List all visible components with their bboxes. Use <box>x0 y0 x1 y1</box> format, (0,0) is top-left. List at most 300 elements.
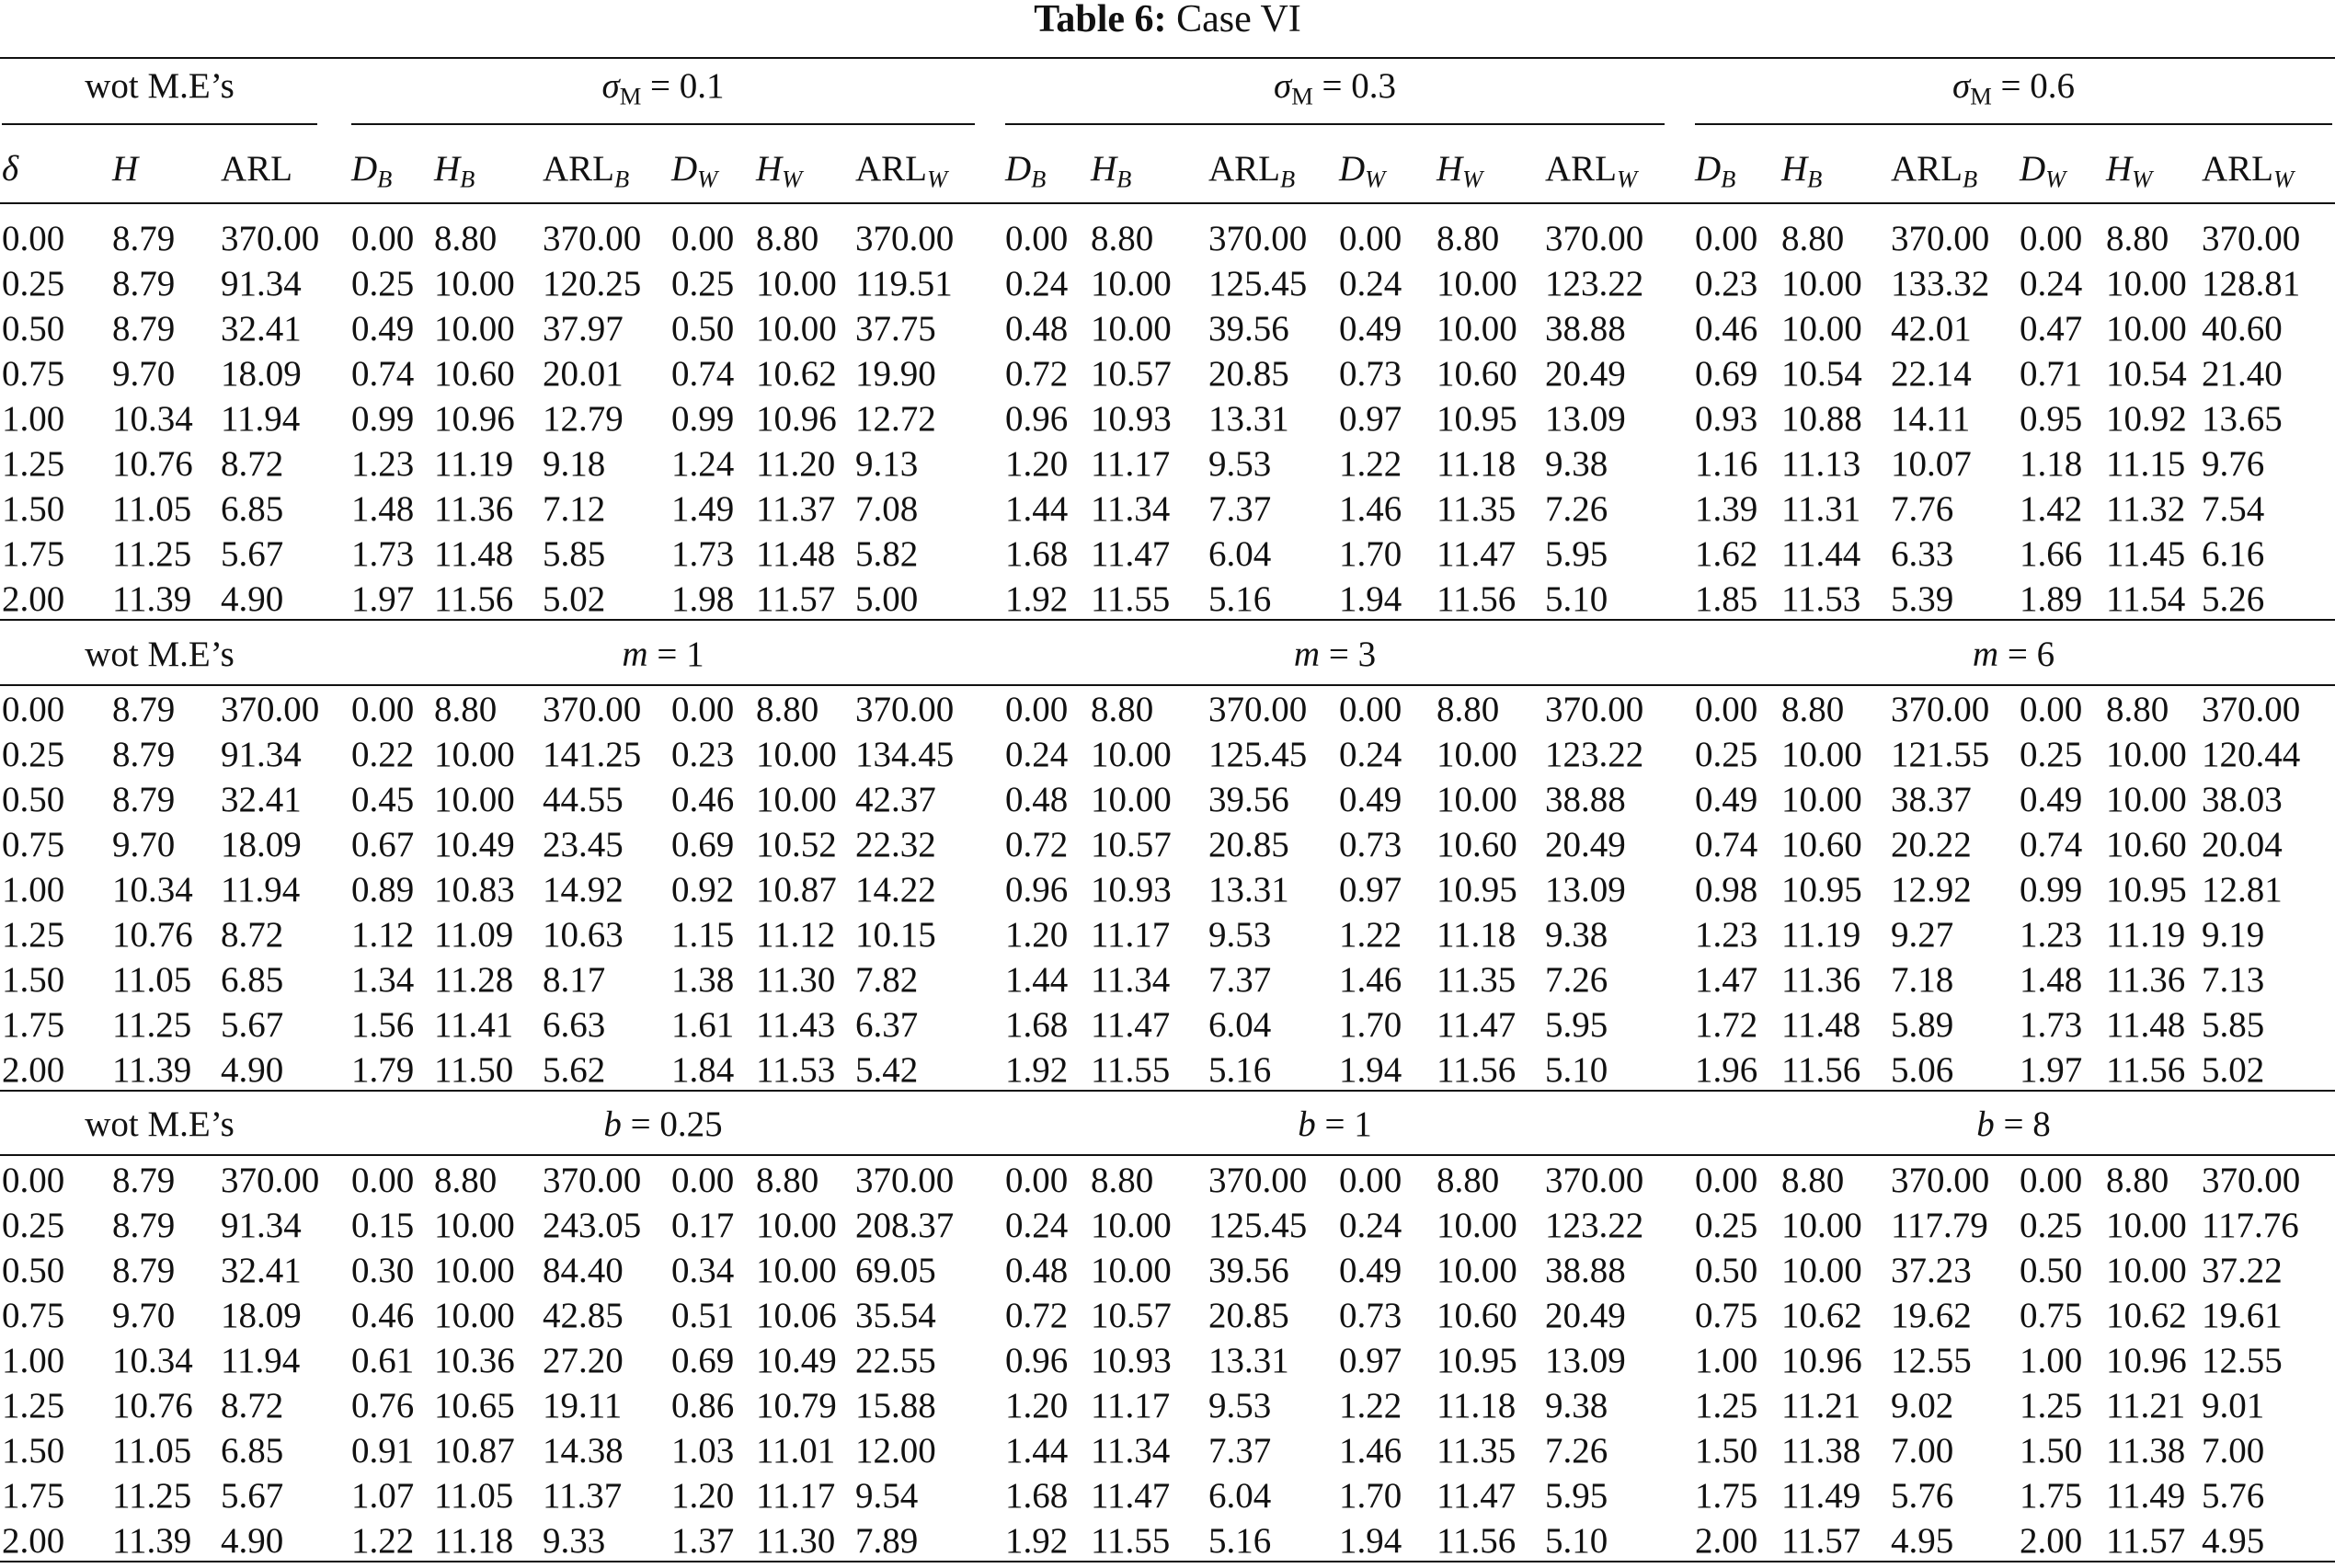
section-rule <box>0 619 2335 621</box>
table-cell: 13.31 <box>1208 870 1289 910</box>
col-header-g2-3 <box>1339 147 1385 191</box>
table-cell: 0.73 <box>1339 354 1402 394</box>
table-cell: 0.23 <box>671 735 735 774</box>
table-cell: 8.79 <box>112 309 176 349</box>
group-value: = 6 <box>1998 635 2055 674</box>
table-cell: 23.45 <box>543 825 624 864</box>
table-cell: 11.47 <box>1436 1476 1517 1516</box>
table-cell: 4.90 <box>221 1521 284 1561</box>
table-cell: 11.30 <box>756 1521 836 1561</box>
table-cell: 2.00 <box>1695 1521 1758 1561</box>
table-cell: 0.00 <box>2 1161 65 1200</box>
table-cell: 1.24 <box>671 444 735 484</box>
table-cell: 0.22 <box>351 735 415 774</box>
table-cell: 10.83 <box>434 870 515 910</box>
group-subscript: M <box>1970 82 1992 110</box>
table-cell: 42.37 <box>855 780 936 819</box>
table-cell: 12.79 <box>543 399 624 439</box>
table-cell: 0.25 <box>1695 735 1758 774</box>
table-cell: 5.39 <box>1891 579 1954 619</box>
table-cell: 0.00 <box>1339 690 1402 729</box>
section-rule <box>0 1090 2335 1092</box>
col-header-subscript: W <box>1365 165 1386 193</box>
table-cell: 1.97 <box>2020 1050 2083 1090</box>
table-cell: 0.49 <box>1339 780 1402 819</box>
table-cell: 37.75 <box>855 309 936 349</box>
table-cell: 5.02 <box>2202 1050 2265 1090</box>
table-cell: 125.45 <box>1208 1206 1308 1245</box>
table-cell: 20.49 <box>1545 1296 1626 1335</box>
col-header-g1-1 <box>434 147 475 191</box>
table-cell: 0.25 <box>351 264 415 303</box>
table-cell: 10.34 <box>112 870 193 910</box>
table-cell: 10.00 <box>1781 309 1862 349</box>
table-cell: 5.67 <box>221 1476 284 1516</box>
col-header-subscript: W <box>1462 165 1483 193</box>
table-cell: 5.95 <box>1545 534 1608 574</box>
table-cell: 1.72 <box>1695 1005 1758 1045</box>
table-cell: 370.00 <box>1891 1161 1990 1200</box>
table-cell: 84.40 <box>543 1251 624 1290</box>
table-cell: 11.47 <box>1436 534 1517 574</box>
table-cell: 1.18 <box>2020 444 2083 484</box>
table-cell: 0.50 <box>2 780 65 819</box>
col-header-g3-1 <box>1781 147 1822 191</box>
table-cell: 11.94 <box>221 870 301 910</box>
table-cell: 8.80 <box>1781 690 1845 729</box>
table-cell: 370.00 <box>1208 219 1308 258</box>
table-cell: 134.45 <box>855 735 955 774</box>
table-cell: 0.50 <box>1695 1251 1758 1290</box>
table-cell: 0.92 <box>671 870 735 910</box>
table-cell: 2.00 <box>2020 1521 2083 1561</box>
table-cell: 1.50 <box>2 489 65 529</box>
table-cell: 0.73 <box>1339 1296 1402 1335</box>
table-cell: 0.00 <box>2020 690 2083 729</box>
table-cell: 11.55 <box>1091 579 1171 619</box>
table-cell: 10.76 <box>112 915 193 955</box>
table-cell: 0.49 <box>2020 780 2083 819</box>
table-cell: 1.46 <box>1339 1431 1402 1471</box>
group-value: = 0.1 <box>641 66 725 106</box>
table-cell: 1.84 <box>671 1050 735 1090</box>
table-cell: 11.48 <box>1781 1005 1861 1045</box>
table-cell: 120.25 <box>543 264 642 303</box>
table-cell: 0.24 <box>1005 735 1069 774</box>
table-cell: 11.45 <box>2106 534 2186 574</box>
table-cell: 11.30 <box>756 960 836 1000</box>
table-cell: 9.38 <box>1545 444 1608 484</box>
table-cell: 1.00 <box>2 399 65 439</box>
table-cell: 4.95 <box>2202 1521 2265 1561</box>
table-cell: 0.00 <box>1005 690 1069 729</box>
table-cell: 37.97 <box>543 309 624 349</box>
group-subscript: M <box>619 82 642 110</box>
col-header-main: ARL <box>1891 149 1963 189</box>
table-cell: 117.79 <box>1891 1206 1988 1245</box>
table-cell: 10.60 <box>1436 1296 1517 1335</box>
table-cell: 370.00 <box>855 1161 955 1200</box>
table-cell: 10.00 <box>434 264 515 303</box>
table-cell: 0.00 <box>1695 219 1758 258</box>
col-header-g2-5 <box>1545 147 1637 191</box>
table-cell: 91.34 <box>221 264 302 303</box>
table-cell: 8.80 <box>1091 690 1154 729</box>
table-cell: 370.00 <box>1891 219 1990 258</box>
col-header-subscript: B <box>1280 165 1296 193</box>
table-cell: 11.25 <box>112 1476 192 1516</box>
table-cell: 13.31 <box>1208 399 1289 439</box>
table-cell: 1.68 <box>1005 1476 1069 1516</box>
table-cell: 0.61 <box>351 1341 415 1380</box>
table-cell: 15.88 <box>855 1386 936 1425</box>
table-cell: 20.85 <box>1208 825 1289 864</box>
table-cell: 10.49 <box>756 1341 837 1380</box>
table-cell: 0.50 <box>2 1251 65 1290</box>
table-cell: 11.38 <box>1781 1431 1861 1471</box>
table-cell: 11.56 <box>434 579 514 619</box>
section-base-label: wot M.E’s <box>85 66 235 106</box>
table-cell: 1.00 <box>2 1341 65 1380</box>
table-cell: 370.00 <box>2202 219 2301 258</box>
table-cell: 11.20 <box>756 444 836 484</box>
table-cell: 10.54 <box>1781 354 1862 394</box>
table-cell: 11.55 <box>1091 1521 1171 1561</box>
table-cell: 1.75 <box>2020 1476 2083 1516</box>
table-cell: 6.16 <box>2202 534 2265 574</box>
table-cell: 10.00 <box>2106 735 2187 774</box>
table-cell: 10.65 <box>434 1386 515 1425</box>
table-cell: 11.36 <box>434 489 514 529</box>
table-cell: 9.38 <box>1545 915 1608 955</box>
table-cell: 5.89 <box>1891 1005 1954 1045</box>
bottom-rule <box>0 1561 2335 1562</box>
table-cell: 10.15 <box>855 915 936 955</box>
table-cell: 0.00 <box>2020 1161 2083 1200</box>
table-cell: 10.00 <box>756 1251 837 1290</box>
table-cell: 370.00 <box>221 690 320 729</box>
section-base-label: wot M.E’s <box>85 635 235 674</box>
group-value: = 1 <box>1315 1104 1372 1144</box>
table-cell: 0.46 <box>1695 309 1758 349</box>
table-cell: 10.00 <box>2106 1206 2187 1245</box>
group-symbol: m <box>1972 635 1999 674</box>
table-cell: 2.00 <box>2 579 65 619</box>
table-cell: 9.18 <box>543 444 606 484</box>
table-cell: 1.25 <box>2 1386 65 1425</box>
col-header-main: H <box>1436 149 1463 189</box>
table-cell: 1.94 <box>1339 579 1402 619</box>
table-cell: 10.00 <box>434 1206 515 1245</box>
table-cell: 12.55 <box>1891 1341 1972 1380</box>
group-value: = 3 <box>1320 635 1377 674</box>
col-header-main: D <box>351 149 378 189</box>
table-cell: 1.92 <box>1005 1521 1069 1561</box>
table-cell: 370.00 <box>543 1161 642 1200</box>
table-cell: 5.16 <box>1208 1521 1272 1561</box>
table-cell: 8.80 <box>1436 219 1500 258</box>
table-cell: 10.00 <box>1436 1251 1517 1290</box>
table-cell: 0.72 <box>1005 354 1069 394</box>
table-cell: 0.34 <box>671 1251 735 1290</box>
table-cell: 9.27 <box>1891 915 1954 955</box>
table-cell: 1.97 <box>351 579 415 619</box>
table-cell: 121.55 <box>1891 735 1990 774</box>
table-cell: 10.00 <box>1436 1206 1517 1245</box>
table-cell: 1.20 <box>1005 444 1069 484</box>
col-header-main: H <box>1091 149 1117 189</box>
table-cell: 9.70 <box>112 1296 176 1335</box>
table-cell: 1.50 <box>2 1431 65 1471</box>
table-cell: 11.05 <box>112 489 192 529</box>
table-cell: 10.00 <box>1436 309 1517 349</box>
table-cell: 0.49 <box>351 309 415 349</box>
group-value: = 1 <box>647 635 704 674</box>
table-cell: 11.39 <box>112 579 192 619</box>
table-cell: 1.44 <box>1005 489 1069 529</box>
table-cell: 10.00 <box>1091 780 1172 819</box>
table-cell: 1.70 <box>1339 1005 1402 1045</box>
table-cell: 1.70 <box>1339 1476 1402 1516</box>
table-cell: 19.11 <box>543 1386 623 1425</box>
col-header-main: H <box>2106 149 2133 189</box>
table-cell: 0.49 <box>1695 780 1758 819</box>
table-cell: 1.75 <box>1695 1476 1758 1516</box>
table-cell: 11.57 <box>1781 1521 1861 1561</box>
col-header-main: D <box>1695 149 1722 189</box>
col-header-g2-0 <box>1005 147 1046 191</box>
table-cell: 1.25 <box>2 915 65 955</box>
table-cell: 1.62 <box>1695 534 1758 574</box>
table-cell: 1.92 <box>1005 1050 1069 1090</box>
table-cell: 39.56 <box>1208 309 1289 349</box>
table-cell: 1.22 <box>1339 444 1402 484</box>
table-cell: 32.41 <box>221 780 302 819</box>
table-cell: 20.49 <box>1545 354 1626 394</box>
table-cell: 4.95 <box>1891 1521 1954 1561</box>
table-cell: 10.62 <box>756 354 837 394</box>
table-cell: 10.60 <box>2106 825 2187 864</box>
table-cell: 10.00 <box>2106 309 2187 349</box>
table-cell: 370.00 <box>2202 690 2301 729</box>
section-label-rule <box>0 684 2335 686</box>
table-cell: 1.25 <box>1695 1386 1758 1425</box>
col-header-subscript: B <box>377 165 393 193</box>
col-header-main: ARL <box>855 149 927 189</box>
table-cell: 11.05 <box>112 960 192 1000</box>
col-header-subscript: B <box>1116 165 1132 193</box>
table-cell: 8.72 <box>221 444 284 484</box>
col-header-main: ARL <box>1545 149 1617 189</box>
table-cell: 5.95 <box>1545 1005 1608 1045</box>
table-cell: 0.75 <box>1695 1296 1758 1335</box>
table-cell: 11.25 <box>112 534 192 574</box>
section-group-label <box>1005 633 1665 677</box>
col-header-subscript: W <box>782 165 803 193</box>
table-cell: 5.10 <box>1545 1050 1608 1090</box>
table-cell: 11.94 <box>221 399 301 439</box>
table-cell: 42.01 <box>1891 309 1972 349</box>
table-cell: 0.00 <box>2 690 65 729</box>
table-cell: 0.51 <box>671 1296 735 1335</box>
table-cell: 10.00 <box>756 780 837 819</box>
table-cell: 6.85 <box>221 1431 284 1471</box>
table-cell: 7.26 <box>1545 489 1608 529</box>
table-cell: 11.17 <box>1091 444 1171 484</box>
table-cell: 1.50 <box>2 960 65 1000</box>
table-cell: 9.76 <box>2202 444 2265 484</box>
table-cell: 8.80 <box>2106 1161 2169 1200</box>
table-cell: 11.39 <box>112 1050 192 1090</box>
group-underline <box>351 123 975 125</box>
table-cell: 370.00 <box>543 690 642 729</box>
col-header-subscript: B <box>460 165 475 193</box>
table-cell: 0.69 <box>671 1341 735 1380</box>
table-cell: 10.57 <box>1091 354 1172 394</box>
table-cell: 8.80 <box>1091 1161 1154 1200</box>
table-cell: 370.00 <box>1208 1161 1308 1200</box>
table-cell: 0.15 <box>351 1206 415 1245</box>
table-cell: 10.60 <box>1781 825 1862 864</box>
table-cell: 1.68 <box>1005 534 1069 574</box>
section-group-label <box>351 633 975 677</box>
table-cell: 11.57 <box>756 579 836 619</box>
table-cell: 11.44 <box>1781 534 1861 574</box>
table-cell: 10.00 <box>1781 1251 1862 1290</box>
col-header-main: ARL <box>1208 149 1280 189</box>
table-cell: 10.00 <box>756 264 837 303</box>
col-header-main: ARL <box>2202 149 2273 189</box>
table-cell: 0.00 <box>1695 690 1758 729</box>
table-cell: 27.20 <box>543 1341 624 1380</box>
table-cell: 0.50 <box>2 309 65 349</box>
table-cell: 7.08 <box>855 489 919 529</box>
table-cell: 7.76 <box>1891 489 1954 529</box>
col-header-g2-1 <box>1091 147 1131 191</box>
col-header-main: H <box>1781 149 1808 189</box>
table-cell: 370.00 <box>2202 1161 2301 1200</box>
table-cell: 10.60 <box>1436 354 1517 394</box>
col-header-subscript: B <box>1721 165 1736 193</box>
table-cell: 1.73 <box>351 534 415 574</box>
col-header-g3-2 <box>1891 147 1977 191</box>
table-cell: 37.23 <box>1891 1251 1972 1290</box>
table-cell: 11.37 <box>543 1476 623 1516</box>
col-header-main: D <box>671 149 698 189</box>
table-cell: 5.76 <box>2202 1476 2265 1516</box>
table-cell: 1.23 <box>1695 915 1758 955</box>
table-cell: 370.00 <box>1545 690 1644 729</box>
table-cell: 243.05 <box>543 1206 642 1245</box>
table-cell: 0.25 <box>2 264 65 303</box>
table-cell: 11.18 <box>434 1521 514 1561</box>
table-cell: 7.89 <box>855 1521 919 1561</box>
table-cell: 0.86 <box>671 1386 735 1425</box>
table-cell: 1.23 <box>2020 915 2083 955</box>
table-cell: 8.80 <box>2106 690 2169 729</box>
table-cell: 0.25 <box>2020 1206 2083 1245</box>
col-header-subscript: W <box>2045 165 2066 193</box>
table-cell: 1.00 <box>2 870 65 910</box>
table-cell: 11.35 <box>1436 960 1517 1000</box>
table-cell: 8.80 <box>1436 690 1500 729</box>
table-cell: 0.25 <box>2 1206 65 1245</box>
table-cell: 38.03 <box>2202 780 2283 819</box>
table-cell: 9.02 <box>1891 1386 1954 1425</box>
table-cell: 11.32 <box>2106 489 2186 529</box>
table-cell: 6.85 <box>221 489 284 529</box>
table-cell: 8.17 <box>543 960 606 1000</box>
table-cell: 91.34 <box>221 1206 302 1245</box>
table-cell: 10.00 <box>2106 264 2187 303</box>
col-header-g1-4 <box>756 147 802 191</box>
table-cell: 6.37 <box>855 1005 919 1045</box>
table-cell: 0.95 <box>2020 399 2083 439</box>
table-cell: 0.00 <box>351 219 415 258</box>
table-cell: 19.61 <box>2202 1296 2283 1335</box>
table-cell: 1.20 <box>671 1476 735 1516</box>
col-header-subscript: B <box>1807 165 1823 193</box>
table-cell: 370.00 <box>221 1161 320 1200</box>
table-cell: 6.33 <box>1891 534 1954 574</box>
table-cell: 38.37 <box>1891 780 1972 819</box>
table-cell: 11.94 <box>221 1341 301 1380</box>
table-cell: 10.00 <box>1436 264 1517 303</box>
table-cell: 11.13 <box>1781 444 1861 484</box>
table-cell: 10.00 <box>1781 735 1862 774</box>
table-cell: 0.00 <box>1339 1161 1402 1200</box>
table-cell: 1.16 <box>1695 444 1758 484</box>
table-cell: 11.15 <box>2106 444 2186 484</box>
table-cell: 2.00 <box>2 1521 65 1561</box>
table-cell: 19.90 <box>855 354 936 394</box>
table-cell: 10.93 <box>1091 399 1172 439</box>
section-group-label <box>1695 64 2332 109</box>
table-cell: 8.80 <box>1091 219 1154 258</box>
table-cell: 69.05 <box>855 1251 936 1290</box>
table-cell: 1.03 <box>671 1431 735 1471</box>
col-header-subscript: W <box>2132 165 2153 193</box>
table-cell: 10.96 <box>434 399 515 439</box>
table-cell: 8.79 <box>112 1161 176 1200</box>
table-cell: 9.54 <box>855 1476 919 1516</box>
table-cell: 11.12 <box>756 915 836 955</box>
table-cell: 0.67 <box>351 825 415 864</box>
table-cell: 10.34 <box>112 399 193 439</box>
table-cell: 0.74 <box>2020 825 2083 864</box>
table-cell: 0.89 <box>351 870 415 910</box>
section-group-label <box>1005 1103 1665 1147</box>
table-cell: 7.18 <box>1891 960 1954 1000</box>
table-cell: 1.49 <box>671 489 735 529</box>
table-cell: 0.76 <box>351 1386 415 1425</box>
col-header-main: D <box>2020 149 2046 189</box>
table-cell: 11.05 <box>112 1431 192 1471</box>
table-cell: 1.34 <box>351 960 415 1000</box>
col-header-g2-4 <box>1436 147 1482 191</box>
table-cell: 11.47 <box>1091 1476 1171 1516</box>
table-cell: 10.95 <box>1781 870 1862 910</box>
table-cell: 6.04 <box>1208 1005 1272 1045</box>
table-cell: 0.74 <box>1695 825 1758 864</box>
table-cell: 5.42 <box>855 1050 919 1090</box>
table-cell: 0.48 <box>1005 309 1069 349</box>
table-cell: 5.85 <box>2202 1005 2265 1045</box>
table-cell: 8.80 <box>756 219 819 258</box>
table-cell: 10.00 <box>1091 735 1172 774</box>
col-header-main: D <box>1005 149 1032 189</box>
table-cell: 0.48 <box>1005 1251 1069 1290</box>
